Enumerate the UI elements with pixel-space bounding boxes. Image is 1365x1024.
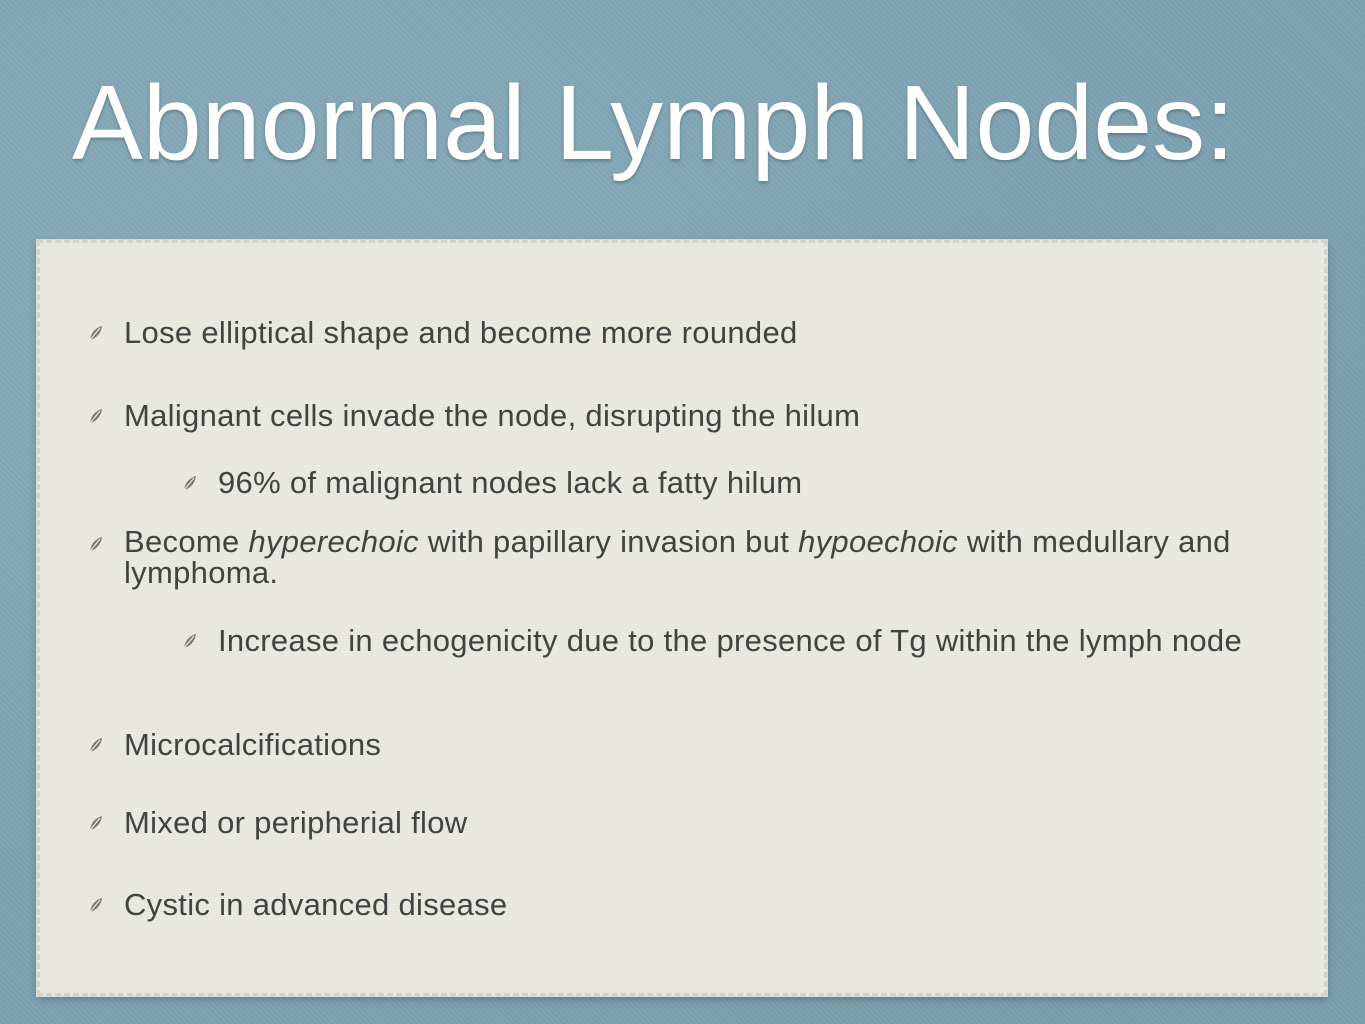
bullet-item <box>124 315 1264 352</box>
bullet-text-part: with papillary invasion but <box>418 524 799 559</box>
sub-bullet-item <box>218 465 1278 502</box>
leaf-bullet-icon <box>88 535 104 553</box>
slide-title: Abnormal Lymph Nodes: <box>72 64 1235 182</box>
bullet-item <box>124 398 1264 435</box>
emphasis-term: hyperechoic <box>248 524 419 559</box>
leaf-bullet-icon <box>88 407 104 425</box>
bullet-text: Microcalcifications <box>124 727 382 762</box>
bullet-text: 96% of malignant nodes lack a fatty hilum <box>218 465 803 500</box>
leaf-bullet-icon <box>88 814 104 832</box>
bullet-text: Lose elliptical shape and become more rounded <box>124 315 798 350</box>
bullet-item <box>124 526 1264 588</box>
leaf-bullet-icon <box>88 324 104 342</box>
bullet-text: Cystic in advanced disease <box>124 887 508 922</box>
leaf-bullet-icon <box>182 632 198 650</box>
leaf-bullet-icon <box>182 474 198 492</box>
bullet-item <box>124 887 1264 924</box>
bullet-text-part: with medullary and lymphoma. <box>124 524 1231 590</box>
leaf-bullet-icon <box>88 736 104 754</box>
emphasis-term: hypoechoic <box>798 524 958 559</box>
sub-bullet-item <box>218 623 1278 660</box>
content-panel <box>37 240 1327 996</box>
bullet-text-part: Become <box>124 524 249 559</box>
bullet-text: Malignant cells invade the node, disrupting the hilum <box>124 398 861 433</box>
bullet-text: Increase in echogenicity due to the presence of Tg within the lymph node <box>218 623 1242 658</box>
bullet-item <box>124 727 1264 764</box>
bullet-item <box>124 805 1264 842</box>
bullet-text: Mixed or peripherial flow <box>124 805 468 840</box>
leaf-bullet-icon <box>88 896 104 914</box>
